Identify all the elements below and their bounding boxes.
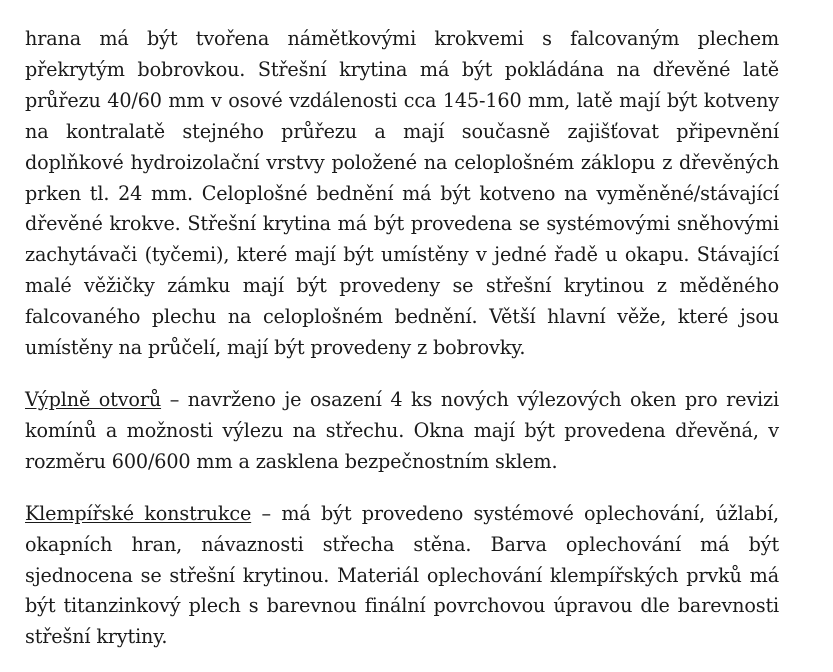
paragraph-metalwork xyxy=(25,499,779,654)
section-label-openings: Výplně otvorů xyxy=(25,387,162,411)
section-label-metalwork: Klempířské konstrukce xyxy=(25,501,252,525)
paragraph-text: – má být provedeno systémové oplechování, úžlabí, okapních hran, návaznosti střecha stěna. Barva oplechování má být sjednocena se střešní krytinou. Materiál oplechování klempířských prvků má být titanzinkový plech s barevnou finální povrchovou úpravou dle barevnosti střešní krytiny. xyxy=(25,501,779,649)
document-body xyxy=(25,24,779,653)
paragraph-roof-covering xyxy=(25,24,779,364)
paragraph-text: – navrženo je osazení 4 ks nových výlezových oken pro revizi komínů a možnosti výlezu na střechu. Okna mají být provedena dřevěná, v rozměru 600/600 mm a zasklena bezpečnostním sklem. xyxy=(25,387,779,473)
paragraph-openings xyxy=(25,385,779,478)
paragraph-text: hrana má být tvořena námětkovými krokvemi s falcovaným plechem překrytým bobrovkou. Střešní krytina má být pokládána na dřevěné latě průřezu 40/60 mm v osové vzdálenosti cca 145-160 mm, latě mají být kotveny na kontralatě stejného průřezu a mají současně zajišťovat připevnění doplňkové hydroizolační vrstvy položené na celoplošném záklopu z dřevěných prken tl. 24 mm. Celoplošné bednění má být kotveno na vyměněné/stávající dřevěné krokve. Střešní krytina má být provedena se systémovými sněhovými zachytávači (tyčemi), které mají být umístěny v jedné řadě u okapu. Stávající malé věžičky zámku mají být provedeny se střešní krytinou z měděného falcovaného plechu na celoplošném bednění. Větší hlavní věže, které jsou umístěny na průčelí, mají být provedeny z bobrovky. xyxy=(25,27,779,360)
